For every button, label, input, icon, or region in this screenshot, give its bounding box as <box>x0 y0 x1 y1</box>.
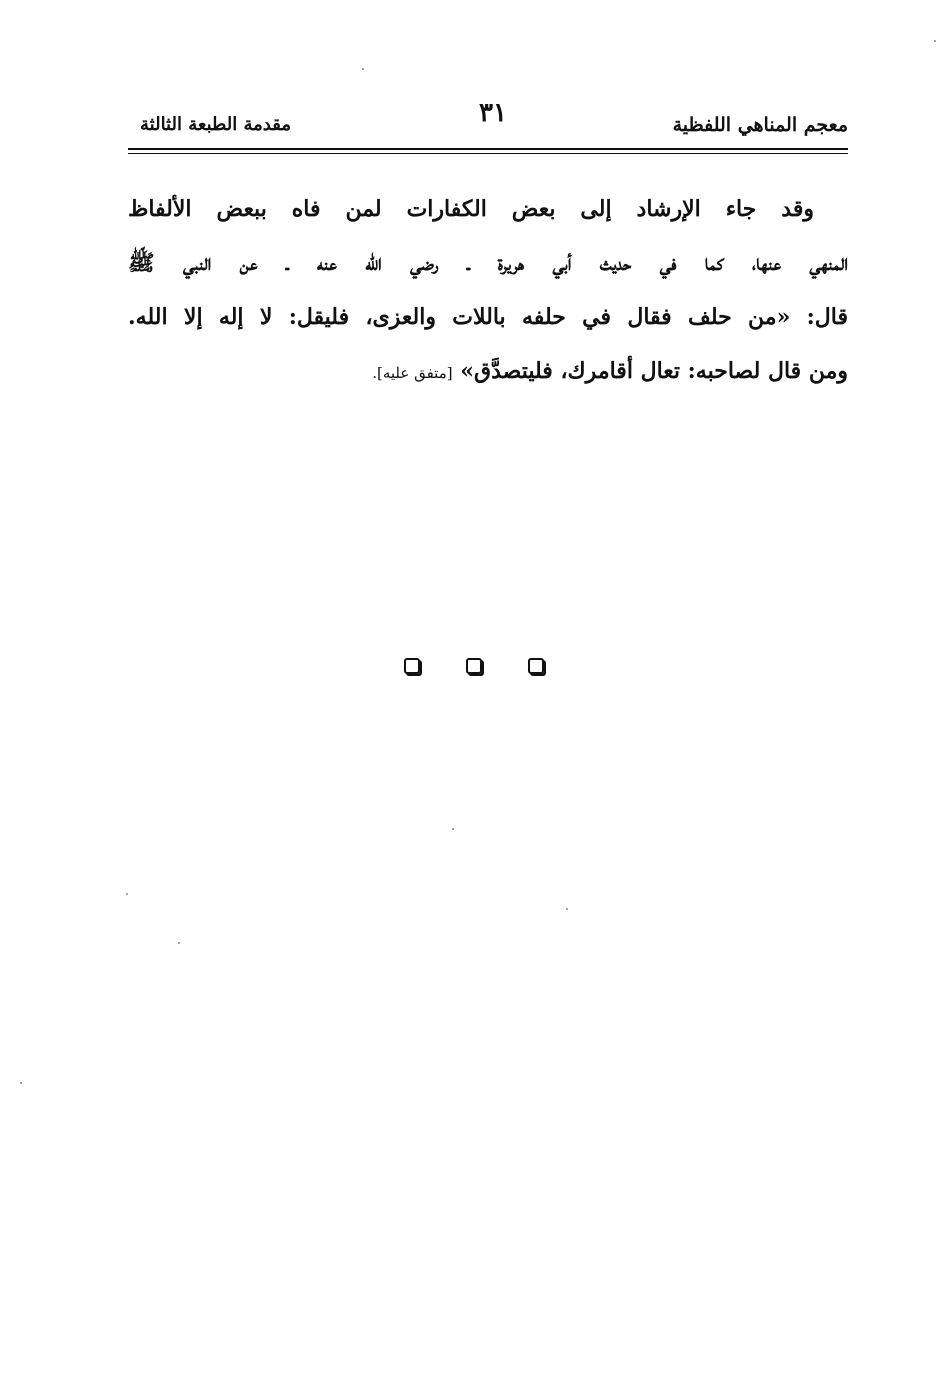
section-separator <box>404 658 544 682</box>
paragraph-line: المنهي عنها، كما في حديث أبي هريرة ـ رضي الله عنه ـ عن النبي ﷺ <box>128 250 848 276</box>
scan-speck <box>452 828 454 830</box>
scan-speck <box>362 68 364 70</box>
section-title: مقدمة الطبعة الثالثة <box>140 114 292 135</box>
scan-speck <box>178 942 180 944</box>
paragraph-line: قال: «من حلف فقال في حلفه باللات والعزى، فليقل: لا إله إلا الله. <box>128 304 848 330</box>
page-number: ٣١ <box>479 98 507 128</box>
book-title: معجم المناهي اللفظية <box>672 114 848 136</box>
scan-speck <box>126 893 128 895</box>
header-rule-thin <box>128 153 848 154</box>
paragraph-line-last <box>128 344 848 398</box>
square-ornament-icon <box>466 658 482 674</box>
square-ornament-icon <box>528 658 544 674</box>
hadith-text: ومن قال لصاحبه: تعال أقامرك، فليتصدَّق» <box>460 358 848 384</box>
header-rule-thick <box>128 148 848 150</box>
scan-speck <box>934 40 936 42</box>
running-header <box>128 98 848 148</box>
body-paragraph <box>128 182 848 398</box>
square-ornament-icon <box>404 658 420 674</box>
scan-speck <box>20 1082 22 1084</box>
paragraph-line: وقد جاء الإرشاد إلى بعض الكفارات لمن فاه ببعض الألفاظ <box>128 196 814 222</box>
scan-speck <box>566 908 568 910</box>
hadith-citation: [متفق عليه]. <box>372 364 453 382</box>
